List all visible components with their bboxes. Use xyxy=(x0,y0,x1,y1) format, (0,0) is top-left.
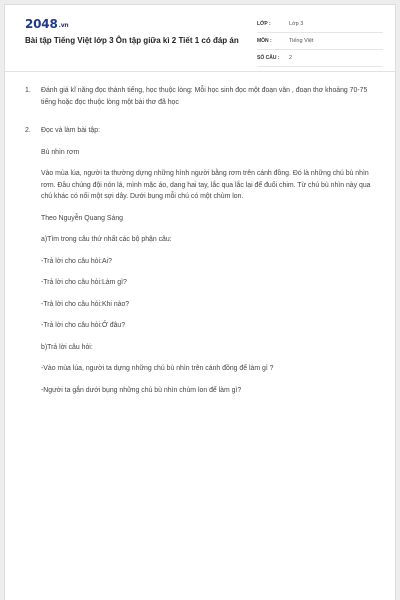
meta-value: Tiếng Việt xyxy=(289,38,314,44)
question-intro: Đọc và làm bài tập: xyxy=(41,127,100,134)
question-list xyxy=(25,85,377,406)
part-a-item: -Trả lời cho câu hỏi:Ai? xyxy=(41,257,112,265)
site-logo[interactable] xyxy=(25,17,68,33)
meta-row-subject xyxy=(257,35,383,50)
part-b-item: -Người ta gắn dưới bụng những chú bù nhìn chùm lon để làm gì? xyxy=(41,386,242,394)
meta-value: Lớp 3 xyxy=(289,21,304,27)
question-item xyxy=(25,125,377,396)
document-header xyxy=(5,5,395,72)
meta-label: SỐ CÂU : xyxy=(257,55,280,61)
passage-text: Vào mùa lúa, người ta thường dựng những hình người bằng rơm trên cánh đồng. Đó là những chú bù nhìn rơm. Đầu chúng đội nón lá, mình mặc áo, dang hai tay, lắc qua lắc lại để đuổi chim. Từ chú bù nhìn này qua chú khác có nối một sợi dây. Dưới bụng mỗi chú có một chùm lon. xyxy=(41,170,371,200)
question-number: 2. xyxy=(25,127,31,134)
meta-value: 2 xyxy=(289,55,293,61)
meta-row-class xyxy=(257,18,383,33)
part-b-heading: b)Trả lời câu hỏi: xyxy=(41,343,93,351)
passage-author: Theo Nguyễn Quang Sáng xyxy=(41,214,123,222)
passage-title: Bù nhìn rơm xyxy=(41,148,80,156)
part-a-item: -Trả lời cho câu hỏi:Làm gì? xyxy=(41,279,127,286)
part-a-heading: a)Tìm trong câu thứ nhất các bộ phận câu: xyxy=(41,236,172,243)
document-page xyxy=(4,4,396,600)
page-title: Bài tập Tiếng Việt lớp 3 Ôn tập giữa kì 2 Tiết 1 có đáp án xyxy=(25,36,239,45)
meta-info xyxy=(257,18,383,69)
part-b-item: -Vào mùa lúa, người ta dựng những chú bù nhìn trên cánh đồng để làm gì ? xyxy=(41,365,274,372)
meta-label: MÔN : xyxy=(257,38,272,44)
meta-label: LỚP : xyxy=(257,21,271,27)
part-a-item: -Trả lời cho câu hỏi:Khi nào? xyxy=(41,300,130,308)
logo-suffix: .vn xyxy=(58,22,69,29)
part-a-item: -Trả lời cho câu hỏi:Ở đâu? xyxy=(41,322,126,329)
question-text: Đánh giá kĩ năng đọc thành tiếng, học thuộc lòng: Mỗi học sinh đọc một đoạn văn , đoạn thơ khoảng 70-75 tiếng hoặc đọc thuộc lòng một bài thơ đã học xyxy=(41,87,368,106)
question-number: 1. xyxy=(25,87,31,94)
question-item xyxy=(25,85,377,108)
logo-text: 2048 xyxy=(25,17,58,31)
meta-row-count xyxy=(257,52,383,67)
